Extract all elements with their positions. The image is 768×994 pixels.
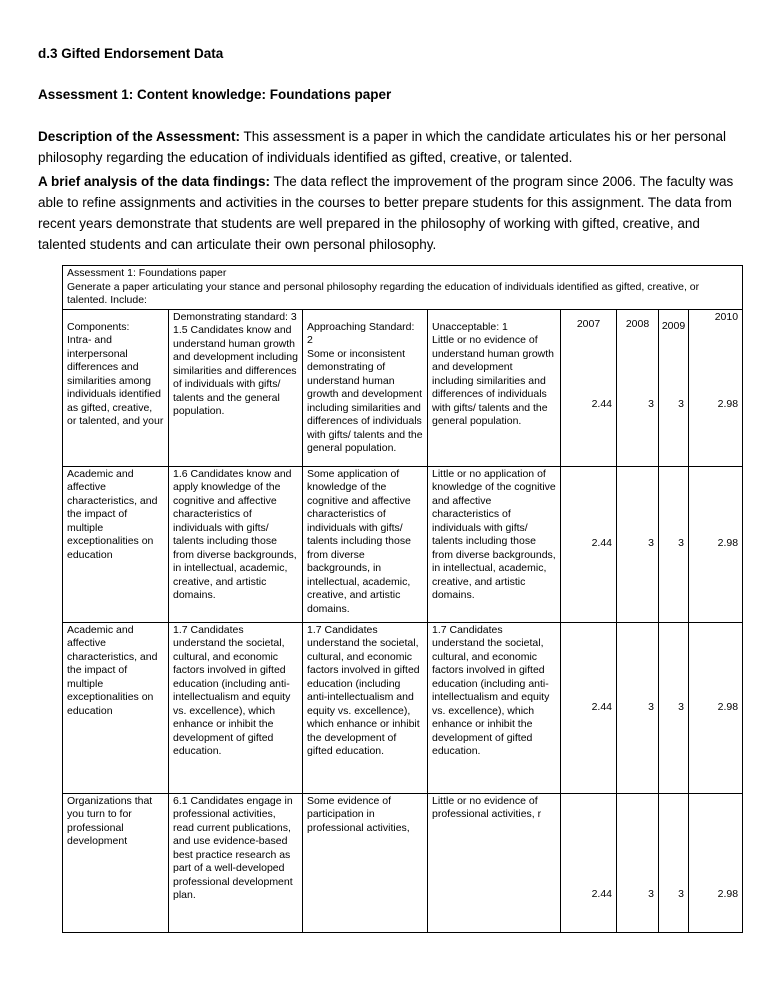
row-unacceptable: Little or no application of knowledge of the cognitive and affective characteristics of individuals with gifts/ talents including those from diverse backgrounds, in intellectual, academic, creative, and artistic domains. [428, 466, 561, 622]
row-approaching: 1.7 Candidates understand the societal, cultural, and economic factors involved in gifted education (including anti-intellectualism and equity vs. excellence), which enhance or inhibit the development of gifted education. [303, 622, 428, 793]
row-component: Intra- and interpersonal differences and similarities among individuals identified as gifted, creative, or talented, and your [67, 334, 164, 427]
approaching-cell [303, 309, 428, 466]
value-2009: 3 [659, 466, 689, 622]
row-approaching: Some application of knowledge of the cognitive and affective characteristics of individuals with gifts/ talents including those from diverse backgrounds, in intellectual, academic, creative, and artistic domains. [303, 466, 428, 622]
row-unacceptable: Little or no evidence of professional activities, r [428, 793, 561, 932]
table-row [63, 309, 743, 466]
year-2007: 2007 [576, 317, 601, 330]
row-demonstrating: 1.6 Candidates know and apply knowledge of the cognitive and affective characteristics of individuals with gifts/ talents including those from diverse backgrounds, in intellectual, academic, creative, and artistic domains. [169, 466, 303, 622]
table-title-row [63, 266, 743, 310]
analysis-label: A brief analysis of the data findings: [38, 174, 271, 189]
description-text: This assessment is a paper in which the candidate articulates his or her personal philosophy regarding the education of individuals identified as gifted, creative, or talented. [38, 129, 727, 165]
row-approaching: Some evidence of participation in professional activities, [303, 793, 428, 932]
value-2008: 3 [617, 466, 659, 622]
demonstrating-cell [169, 309, 303, 466]
analysis-paragraph [38, 171, 738, 255]
value-2007: 2.44 [591, 398, 612, 410]
value-2007: 2.44 [561, 466, 617, 622]
row-component: Organizations that you turn to for professional development [63, 793, 169, 932]
description-label: Description of the Assessment: [38, 129, 241, 144]
demonstrating-header: Demonstrating standard: 3 [173, 310, 297, 323]
value-2010: 2.98 [689, 622, 743, 793]
table-row [63, 622, 743, 793]
table-title: Assessment 1: Foundations paper Generate a paper articulating your stance and personal philosophy regarding the education of individuals identified as gifted, creative, or talented. Include: [63, 266, 743, 310]
value-2010: 2.98 [689, 466, 743, 622]
year-2010-cell [689, 309, 743, 466]
value-2008: 3 [617, 793, 659, 932]
table-row [63, 466, 743, 622]
value-2009: 3 [659, 622, 689, 793]
table-prompt: Generate a paper articulating your stance and personal philosophy regarding the education of individuals identified as gifted, creative, or talented. Include: [67, 280, 700, 306]
row-component: Academic and affective characteristics, and the impact of multiple exceptionalities on education [63, 622, 169, 793]
year-2008: 2008 [625, 317, 650, 330]
value-2010: 2.98 [717, 398, 739, 410]
row-demonstrating: 6.1 Candidates engage in professional activities, read current publications, and use evidence-based best practice research as part of a well-developed professional development plan. [169, 793, 303, 932]
analysis-text: The data reflect the improvement of the program since 2006. The faculty was able to refine assignments and activities in the courses to better prepare students for this assignment. The data from recent years demonstrate that students are well prepared in the philosophy of working with gifted, creative, and talented students and can articulate their own personal philosophy. [38, 174, 734, 252]
value-2008: 3 [648, 398, 654, 410]
components-cell [63, 309, 169, 466]
page-heading: d.3 Gifted Endorsement Data [38, 46, 224, 61]
row-unacceptable: Little or no evidence of understand human growth and development including similarities and differences of individuals with gifts/ talents and the general population. [432, 334, 554, 427]
value-2009: 3 [659, 793, 689, 932]
value-2010: 2.98 [689, 793, 743, 932]
value-2008: 3 [617, 622, 659, 793]
assessment-title: Assessment 1: Content knowledge: Foundations paper [38, 87, 392, 102]
unacceptable-cell [428, 309, 561, 466]
year-2008-cell [617, 309, 659, 466]
year-2007-cell [561, 309, 617, 466]
row-demonstrating: 1.5 Candidates know and understand human growth and development including similarities and differences of individuals with gifts/ talents and the general population. [173, 324, 298, 417]
row-demonstrating: 1.7 Candidates understand the societal, cultural, and economic factors involved in gifted education (including anti-intellectualism and equity vs. excellence), which enhance or inhibit the development of gifted education. [169, 622, 303, 793]
approaching-header: Approaching Standard: 2 [307, 320, 415, 346]
value-2007: 2.44 [561, 793, 617, 932]
row-unacceptable: 1.7 Candidates understand the societal, cultural, and economic factors involved in gifted education (including anti-intellectualism and equity vs. excellence), which enhance or inhibit the development of gifted education. [428, 622, 561, 793]
year-2010: 2010 [714, 310, 739, 323]
value-2009: 3 [678, 398, 684, 410]
table-row [63, 793, 743, 932]
row-approaching: Some or inconsistent demonstrating of understand human growth and development including similarities and differences of individuals with gifts/ talents and the general population. [307, 347, 423, 454]
value-2007: 2.44 [561, 622, 617, 793]
row-component: Academic and affective characteristics, and the impact of multiple exceptionalities on education [63, 466, 169, 622]
year-2009-cell [659, 309, 689, 466]
unacceptable-header: Unacceptable: 1 [432, 320, 508, 333]
description-paragraph [38, 126, 738, 168]
assessment-table [62, 265, 743, 933]
year-2009: 2009 [661, 319, 686, 332]
components-header: Components: [67, 320, 130, 333]
